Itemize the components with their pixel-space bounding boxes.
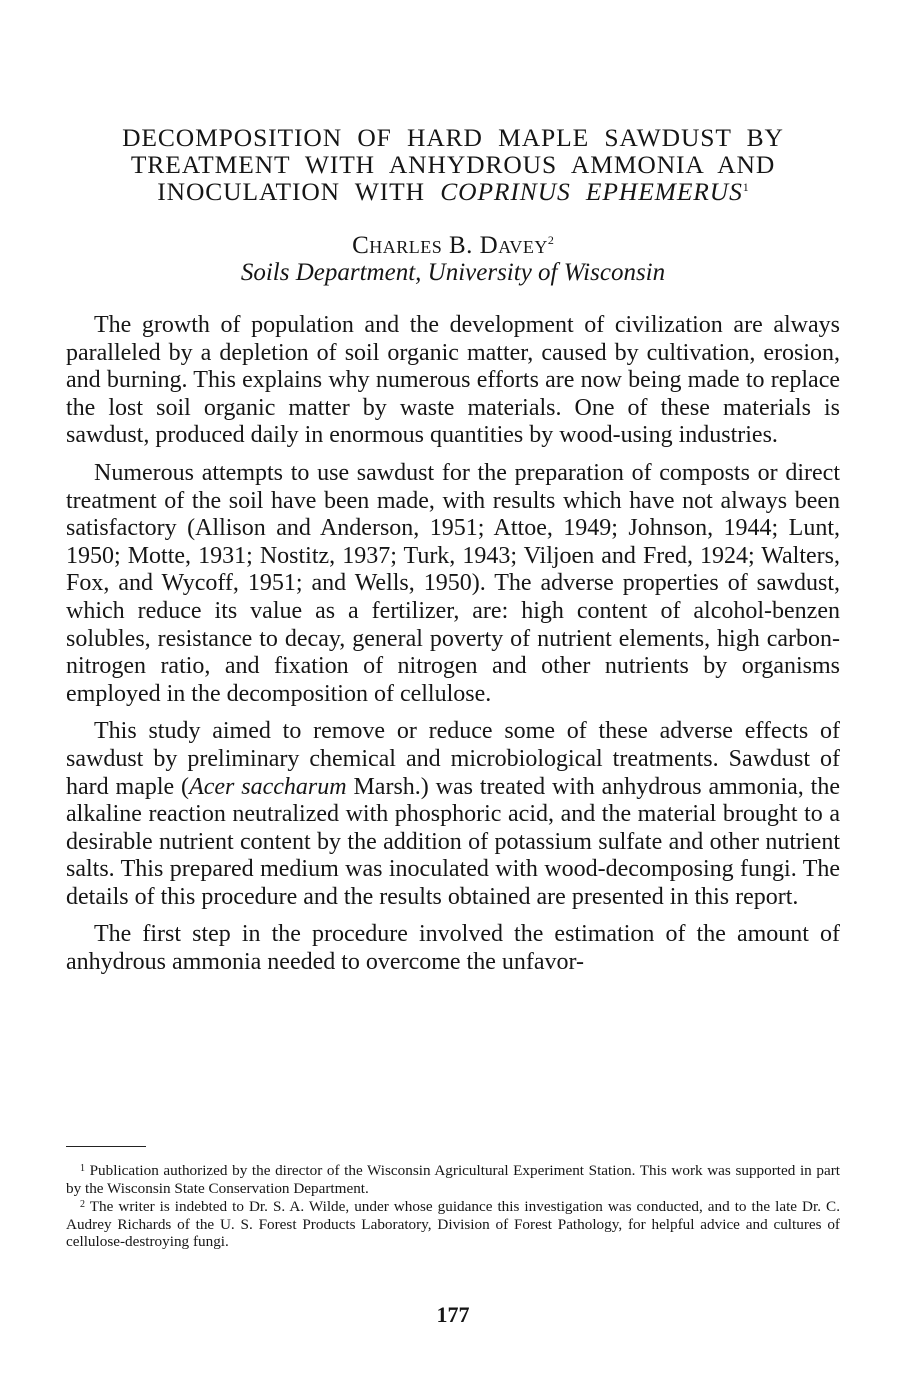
paragraph-1: The growth of population and the development of civilization are always paralleled by a depletion of soil organic matter, caused by cultivation, erosion, and burning. This explains why numerous efforts are now being made to replace the lost soil organic matter by waste materials. One of these materials is sawdust, produced daily in enormous quantities by wood-using industries. [66, 312, 840, 449]
paragraph-3 [66, 718, 840, 911]
paragraph-3-part-a: This study aimed to remove or reduce some of these adverse effects of sawdust by preliminary chemical and microbiological treatments. Sawdust of hard maple ( [66, 718, 840, 800]
title-line-3-prefix: INOCULATION WITH [157, 177, 425, 206]
footnote-1-marker: 1 [80, 1163, 85, 1174]
author-block [66, 230, 840, 289]
title-line-1: DECOMPOSITION OF HARD MAPLE SAWDUST BY [122, 123, 784, 152]
title-footnote-marker: 1 [742, 180, 749, 194]
author-affiliation: Soils Department, University of Wisconsin [240, 259, 666, 286]
footnote-2-marker: 2 [80, 1199, 85, 1210]
title-species-name: COPRINUS EPHEMERUS [440, 177, 743, 206]
title-line-3 [66, 178, 840, 205]
footnote-2 [66, 1198, 840, 1251]
footnote-2-text: The writer is indebted to Dr. S. A. Wilde, under whose guidance this investigation was conducted, and to the late Dr. C. Audrey Richards of the U. S. Forest Products Laboratory, Division of Forest Pathology, for helpful advice and cultures of cellulose-destroying fungi. [66, 1198, 840, 1250]
paragraph-2: Numerous attempts to use sawdust for the preparation of composts or direct treatment of the soil have been made, with results which have not always been satisfactory (Allison and Anderson, 1951; Attoe, 1949; Johnson, 1944; Lunt, 1950; Motte, 1931; Nostitz, 1937; Turk, 1943; Viljoen and Fred, 1924; Walters, Fox, and Wycoff, 1951; and Wells, 1950). The adverse properties of sawdust, which reduce its value as a fertilizer, are: high content of alcohol-benzen solubles, resistance to decay, general poverty of nutrient elements, high carbon-nitrogen ratio, and fixation of nitrogen and other nutrients by organisms employed in the decomposition of cellulose. [66, 459, 840, 707]
article-title [66, 124, 840, 205]
body-text [66, 312, 840, 987]
author-name: Charles B. Davey [352, 232, 548, 259]
author-footnote-marker: 2 [547, 233, 554, 247]
paragraph-3-part-b: Marsh.) was treated with anhydrous ammonia, the alkaline reaction neutralized with phosphoric acid, and the material brought to a desirable nutrient content by the addition of potassium sulfate and other nutrient salts. This prepared medium was inoculated with wood-decomposing fungi. The details of this procedure and the results obtained are presented in this report. [66, 773, 840, 910]
footnote-1-text: Publication authorized by the director of the Wisconsin Agricultural Experiment Station. This work was supported in part by the Wisconsin State Conservation Department. [66, 1162, 840, 1197]
page-number: 177 [436, 1302, 470, 1327]
footnotes [66, 1162, 840, 1252]
title-line-2: TREATMENT WITH ANHYDROUS AMMONIA AND [130, 150, 776, 179]
footnote-separator [66, 1146, 146, 1147]
paragraph-4: The first step in the procedure involved the estimation of the amount of anhydrous ammonia needed to overcome the unfavor- [66, 921, 840, 976]
species-latin-name: Acer saccharum [189, 773, 347, 800]
footnote-1 [66, 1162, 840, 1197]
